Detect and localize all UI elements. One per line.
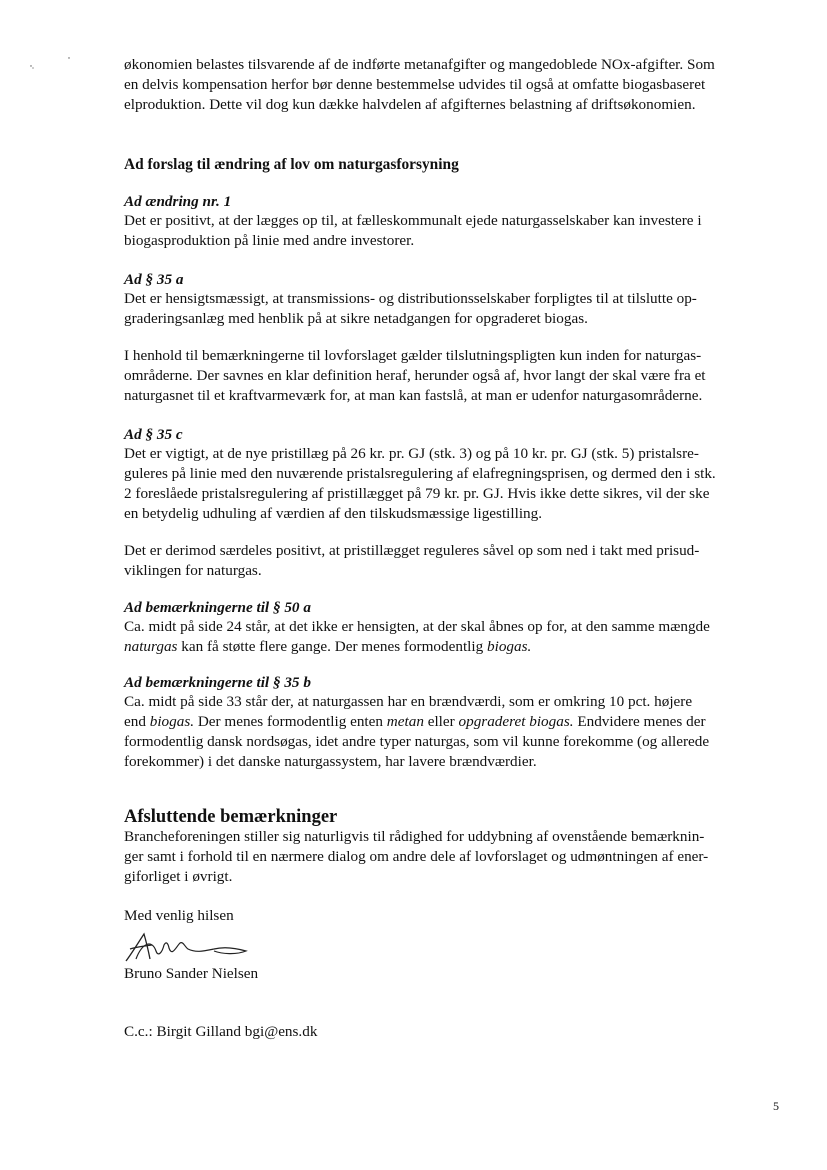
text-fragment: Endvidere menes der	[573, 713, 706, 730]
text-line: giforliget i øvrigt.	[124, 868, 233, 885]
text-line: Det er derimod særdeles positivt, at pristillægget reguleres såvel op som ned i takt med prisud-	[124, 542, 700, 559]
subheading-50a: Ad bemærkningerne til § 50 a	[124, 599, 311, 616]
text-line: Det er positivt, at der lægges op til, at fælleskommunalt ejede naturgasselskaber kan investere i	[124, 212, 702, 229]
text-fragment: Der menes formodentlig enten	[194, 713, 387, 730]
paragraph-35a	[124, 289, 784, 329]
paragraph-35c-positive	[124, 541, 784, 581]
text-line	[124, 637, 784, 657]
italic-term: opgraderet biogas.	[458, 713, 574, 730]
text-line: I henhold til bemærkningerne til lovforslaget gælder tilslutningspligten kun inden for naturgas-	[124, 347, 702, 364]
text-line: Det er vigtigt, at de nye pristillæg på 26 kr. pr. GJ (stk. 3) og på 10 kr. pr. GJ (stk. 5) pristalsre-	[124, 445, 699, 462]
intro-line: en delvis kompensation herfor bør denne bestemmelse udvides til også at omfatte biogasbaseret	[124, 76, 706, 93]
text-line: områderne. Der savnes en klar definition heraf, herunder også af, hvor langt der skal være fra et	[124, 367, 706, 384]
text-line: formodentlig dansk nordsøgas, idet andre typer naturgas, som vil kunne forekomme (og allerede	[124, 733, 710, 750]
text-fragment: end	[124, 713, 150, 730]
text-line: en betydelig udhuling af værdien af den tilskudsmæssige ligestilling.	[124, 505, 543, 522]
italic-term: metan	[386, 713, 424, 730]
text-fragment: eller	[423, 713, 459, 730]
text-line: biogasproduktion på linie med andre investorer.	[124, 232, 415, 249]
text-line: Ca. midt på side 24 står, at det ikke er hensigten, at der skal åbnes op for, at den samme mængde	[124, 618, 710, 635]
paragraph-35c	[124, 444, 784, 524]
page-number: 5	[773, 1099, 779, 1113]
cc-line: C.c.: Birgit Gilland bgi@ens.dk	[124, 1023, 318, 1040]
paragraph-50a	[124, 617, 784, 657]
text-line: viklingen for naturgas.	[124, 562, 262, 579]
closing-paragraph	[124, 827, 784, 887]
paragraph-35a-definition	[124, 346, 784, 406]
text-line: Det er hensigtsmæssigt, at transmissions- og distributionsselskaber forpligtes til at tilslutte op-	[124, 290, 697, 307]
intro-line: økonomien belastes tilsvarende af de indførte metanafgifter og mangedoblede NOx-afgifter. Som	[124, 56, 715, 73]
italic-term: biogas.	[487, 638, 532, 655]
text-line: ger samt i forhold til en nærmere dialog om andre dele af lovforslaget og udmøntningen af ener-	[124, 848, 709, 865]
scan-specks	[28, 55, 78, 75]
intro-paragraph	[124, 55, 784, 115]
greeting: Med venlig hilsen	[124, 907, 234, 924]
text-line: naturgasnet til et kraftvarmeværk for, at man kan fastslå, at man er udenfor naturgasområderne.	[124, 387, 703, 404]
text-line: Brancheforeningen stiller sig naturligvis til rådighed for uddybning af ovenstående bemærknin-	[124, 828, 705, 845]
text-line: forekommer) i det danske naturgassystem, har lavere brændværdier.	[124, 753, 537, 770]
italic-term: biogas.	[149, 713, 195, 730]
text-line: Ca. midt på side 33 står der, at naturgassen har en brændværdi, som er omkring 10 pct. højere	[124, 693, 693, 710]
closing-heading: Afsluttende bemærkninger	[124, 807, 338, 827]
signer-name: Bruno Sander Nielsen	[124, 965, 259, 982]
handwritten-signature	[122, 929, 252, 967]
subheading-35a: Ad § 35 a	[124, 271, 184, 288]
text-line	[124, 712, 784, 732]
text-fragment: kan få støtte flere gange. Der menes formodentlig	[177, 638, 487, 655]
text-line: guleres på linie med den nuværende pristalsregulering af elafregningsprisen, og dermed den i stk.	[124, 465, 716, 482]
text-line: graderingsanlæg med henblik på at sikre netadgangen for opgraderet biogas.	[124, 310, 588, 327]
intro-line: elproduktion. Dette vil dog kun dække halvdelen af afgifternes belastning af driftsøkonomien.	[124, 96, 696, 113]
section-heading-naturgas: Ad forslag til ændring af lov om naturgasforsyning	[124, 156, 459, 173]
subheading-aendring-1: Ad ændring nr. 1	[124, 193, 232, 210]
paragraph-35b	[124, 692, 784, 772]
text-line: 2 foreslåede pristalsregulering af pristillægget på 79 kr. pr. GJ. Hvis ikke dette sikres, vil der ske	[124, 485, 710, 502]
italic-term: naturgas	[124, 638, 178, 655]
subheading-35b: Ad bemærkningerne til § 35 b	[124, 674, 311, 691]
subheading-35c: Ad § 35 c	[124, 426, 183, 443]
paragraph-aendring-1	[124, 211, 784, 251]
